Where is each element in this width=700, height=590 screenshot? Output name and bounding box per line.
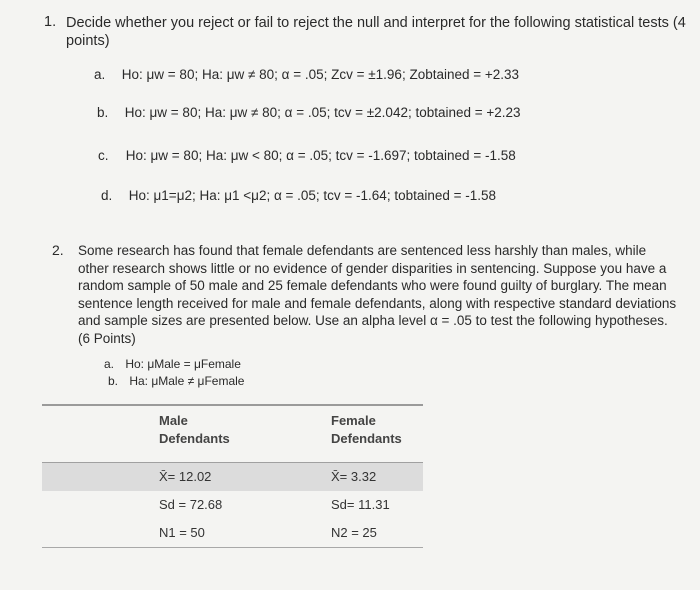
item-label: b. xyxy=(97,105,109,120)
hypothesis-text: Ha: μMale ≠ μFemale xyxy=(129,374,245,388)
defendants-table xyxy=(42,404,423,548)
question-2-text: Some research has found that female defendants are sentenced less harshly than males, while other research shows little or no evidence of gender disparities in sentencing. Suppose you have a random sample of 50 male and 25 female defendants who were found guilty of burglary. The mean sentence length received for male and female defendants, along with respective standard deviations and sample sizes are presented below. Use an alpha level α = .05 to test the following hypotheses. (6 Points) xyxy=(78,243,677,346)
question-1-item-d xyxy=(101,188,496,203)
hypothesis-a xyxy=(104,357,241,371)
hypothesis-text: Ho: μMale = μFemale xyxy=(125,357,241,371)
hypothesis-label: a. xyxy=(104,357,115,371)
item-label: a. xyxy=(94,67,106,82)
question-1-item-c xyxy=(98,148,516,163)
table-cell: X̄= 12.02 xyxy=(149,463,317,492)
item-label: c. xyxy=(98,148,109,163)
item-text: Ho: μ1=μ2; Ha: μ1 <μ2; α = .05; tcv = -1.64; tobtained = -1.58 xyxy=(128,188,497,203)
table-cell: Sd = 72.68 xyxy=(159,497,223,512)
item-label: d. xyxy=(101,188,113,203)
question-1-item-a xyxy=(94,67,519,82)
table-cell: N1 = 50 xyxy=(149,519,317,548)
table-row xyxy=(42,463,423,492)
question-1-text: Decide whether you reject or fail to reject the null and interpret for the following statistical tests (4 points) xyxy=(66,15,686,49)
table-row xyxy=(42,491,423,519)
table-cell: X̄= 3.32 xyxy=(317,463,423,492)
table-header-female: Female Defendants xyxy=(317,405,423,463)
table-cell: Sd= 11.31 xyxy=(331,497,390,512)
item-text: Ho: μw = 80; Ha: μw ≠ 80; α = .05; Zcv = ±1.96; Zobtained = +2.33 xyxy=(121,67,520,82)
hypothesis-b xyxy=(108,374,244,388)
table-row xyxy=(42,519,423,548)
question-2-number: 2. xyxy=(52,242,64,258)
item-text: Ho: μw = 80; Ha: μw < 80; α = .05; tcv = -1.697; tobtained = -1.58 xyxy=(125,148,516,163)
question-1-item-b xyxy=(97,105,521,120)
table-header-male: Male Defendants xyxy=(149,405,317,463)
item-text: Ho: μw = 80; Ha: μw ≠ 80; α = .05; tcv = ±2.042; tobtained = +2.23 xyxy=(124,105,521,120)
hypothesis-label: b. xyxy=(108,374,119,388)
table-cell: N2 = 25 xyxy=(317,519,423,548)
table-header-row xyxy=(42,405,423,463)
question-1-number: 1. xyxy=(44,14,57,30)
